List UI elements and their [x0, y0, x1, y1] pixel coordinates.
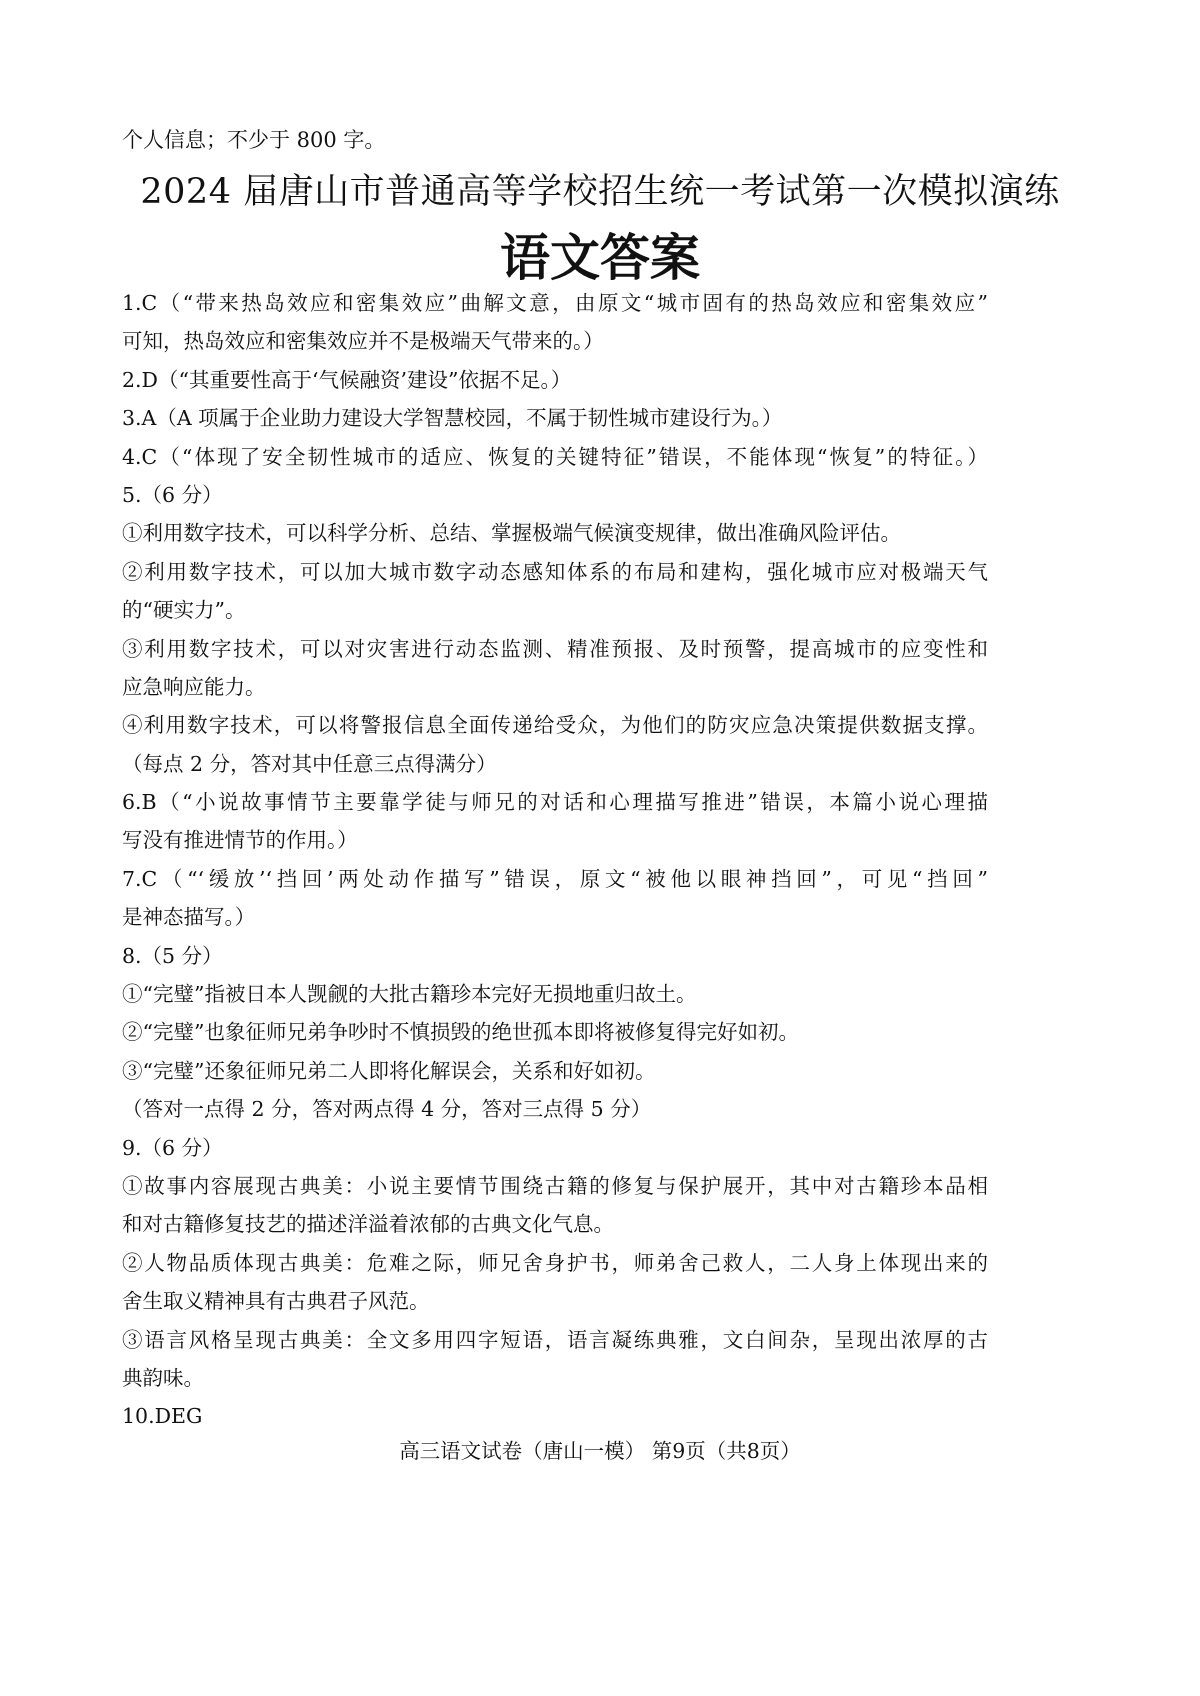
answer-line: 舍生取义精神具有古典君子风范。: [122, 1289, 430, 1314]
answer-line: 9.（6 分）: [122, 1135, 223, 1160]
answer-line: 应急响应能力。: [122, 674, 266, 699]
answer-line: 7.C（“‘缓放’‘挡回’两处动作描写”错误，原文“被他以眼神挡回”，可见“挡回”: [122, 866, 988, 891]
answer-line: ③利用数字技术，可以对灾害进行动态监测、精准预报、及时预警，提高城市的应变性和: [122, 636, 988, 661]
answer-line: 和对古籍修复技艺的描述洋溢着浓郁的古典文化气息。: [122, 1212, 614, 1237]
answer-line: 2.D（“其重要性高于‘气候融资’建设”依据不足。）: [122, 367, 572, 392]
answer-line: 写没有推进情节的作用。）: [122, 828, 358, 853]
answer-line: ③“完璧”还象征师兄弟二人即将化解误会，关系和好如初。: [122, 1058, 656, 1083]
answer-line: 的“硬实力”。: [122, 598, 246, 623]
answer-line: 1.C（“带来热岛效应和密集效应”曲解文意，由原文“城市固有的热岛效应和密集效应”: [122, 291, 988, 315]
answer-line: ①利用数字技术，可以科学分析、总结、掌握极端气候演变规律，做出准确风险评估。: [122, 521, 901, 546]
answer-line: ④利用数字技术，可以将警报信息全面传递给受众，为他们的防灾应急决策提供数据支撑。: [122, 713, 988, 738]
answer-line: ①“完璧”指被日本人觊觎的大批古籍珍本完好无损地重归故土。: [122, 982, 697, 1007]
answer-line: （每点 2 分，答对其中任意三点得满分）: [122, 751, 497, 776]
answer-line: 10.DEG: [122, 1404, 203, 1429]
answer-line: 3.A（A 项属于企业助力建设大学智慧校园，不属于韧性城市建设行为。）: [122, 406, 783, 431]
answer-line: 典韵味。: [122, 1365, 204, 1390]
answer-line: 5.（6 分）: [122, 482, 223, 507]
intro-text: 个人信息；不少于 800 字。: [122, 128, 386, 152]
answer-line: ③语言风格呈现古典美：全文多用四字短语，语言凝练典雅，文白间杂，呈现出浓厚的古: [122, 1327, 988, 1352]
answer-line: ②人物品质体现古典美：危难之际，师兄舍身护书，师弟舍己救人，二人身上体现出来的: [122, 1250, 988, 1275]
answer-line: 6.B（“小说故事情节主要靠学徒与师兄的对话和心理描写推进”错误，本篇小说心理描: [122, 790, 988, 815]
answer-line: 4.C（“体现了安全韧性城市的适应、恢复的关键特征”错误，不能体现“恢复”的特征。）: [122, 444, 988, 469]
answer-line: ②“完璧”也象征师兄弟争吵时不慎损毁的绝世孤本即将被修复得完好如初。: [122, 1020, 799, 1045]
answer-line: ②利用数字技术，可以加大城市数字动态感知体系的布局和建构，强化城市应对极端天气: [122, 559, 988, 584]
answer-line: （答对一点得 2 分，答对两点得 4 分，答对三点得 5 分）: [122, 1097, 652, 1122]
page-footer: 高三语文试卷（唐山一模） 第9页（共8页）: [399, 1439, 801, 1463]
answer-line: 8.（5 分）: [122, 943, 223, 968]
answer-line: ①故事内容展现古典美：小说主要情节围绕古籍的修复与保护展开，其中对古籍珍本品相: [122, 1173, 988, 1198]
answer-line: 是神态描写。）: [122, 905, 256, 930]
answer-key-heading: 语文答案: [500, 229, 700, 287]
answer-body: [122, 284, 988, 1436]
answer-line: 可知，热岛效应和密集效应并不是极端天气带来的。）: [122, 329, 604, 354]
exam-title: 2024 届唐山市普通高等学校招生统一考试第一次模拟演练: [140, 172, 1060, 212]
